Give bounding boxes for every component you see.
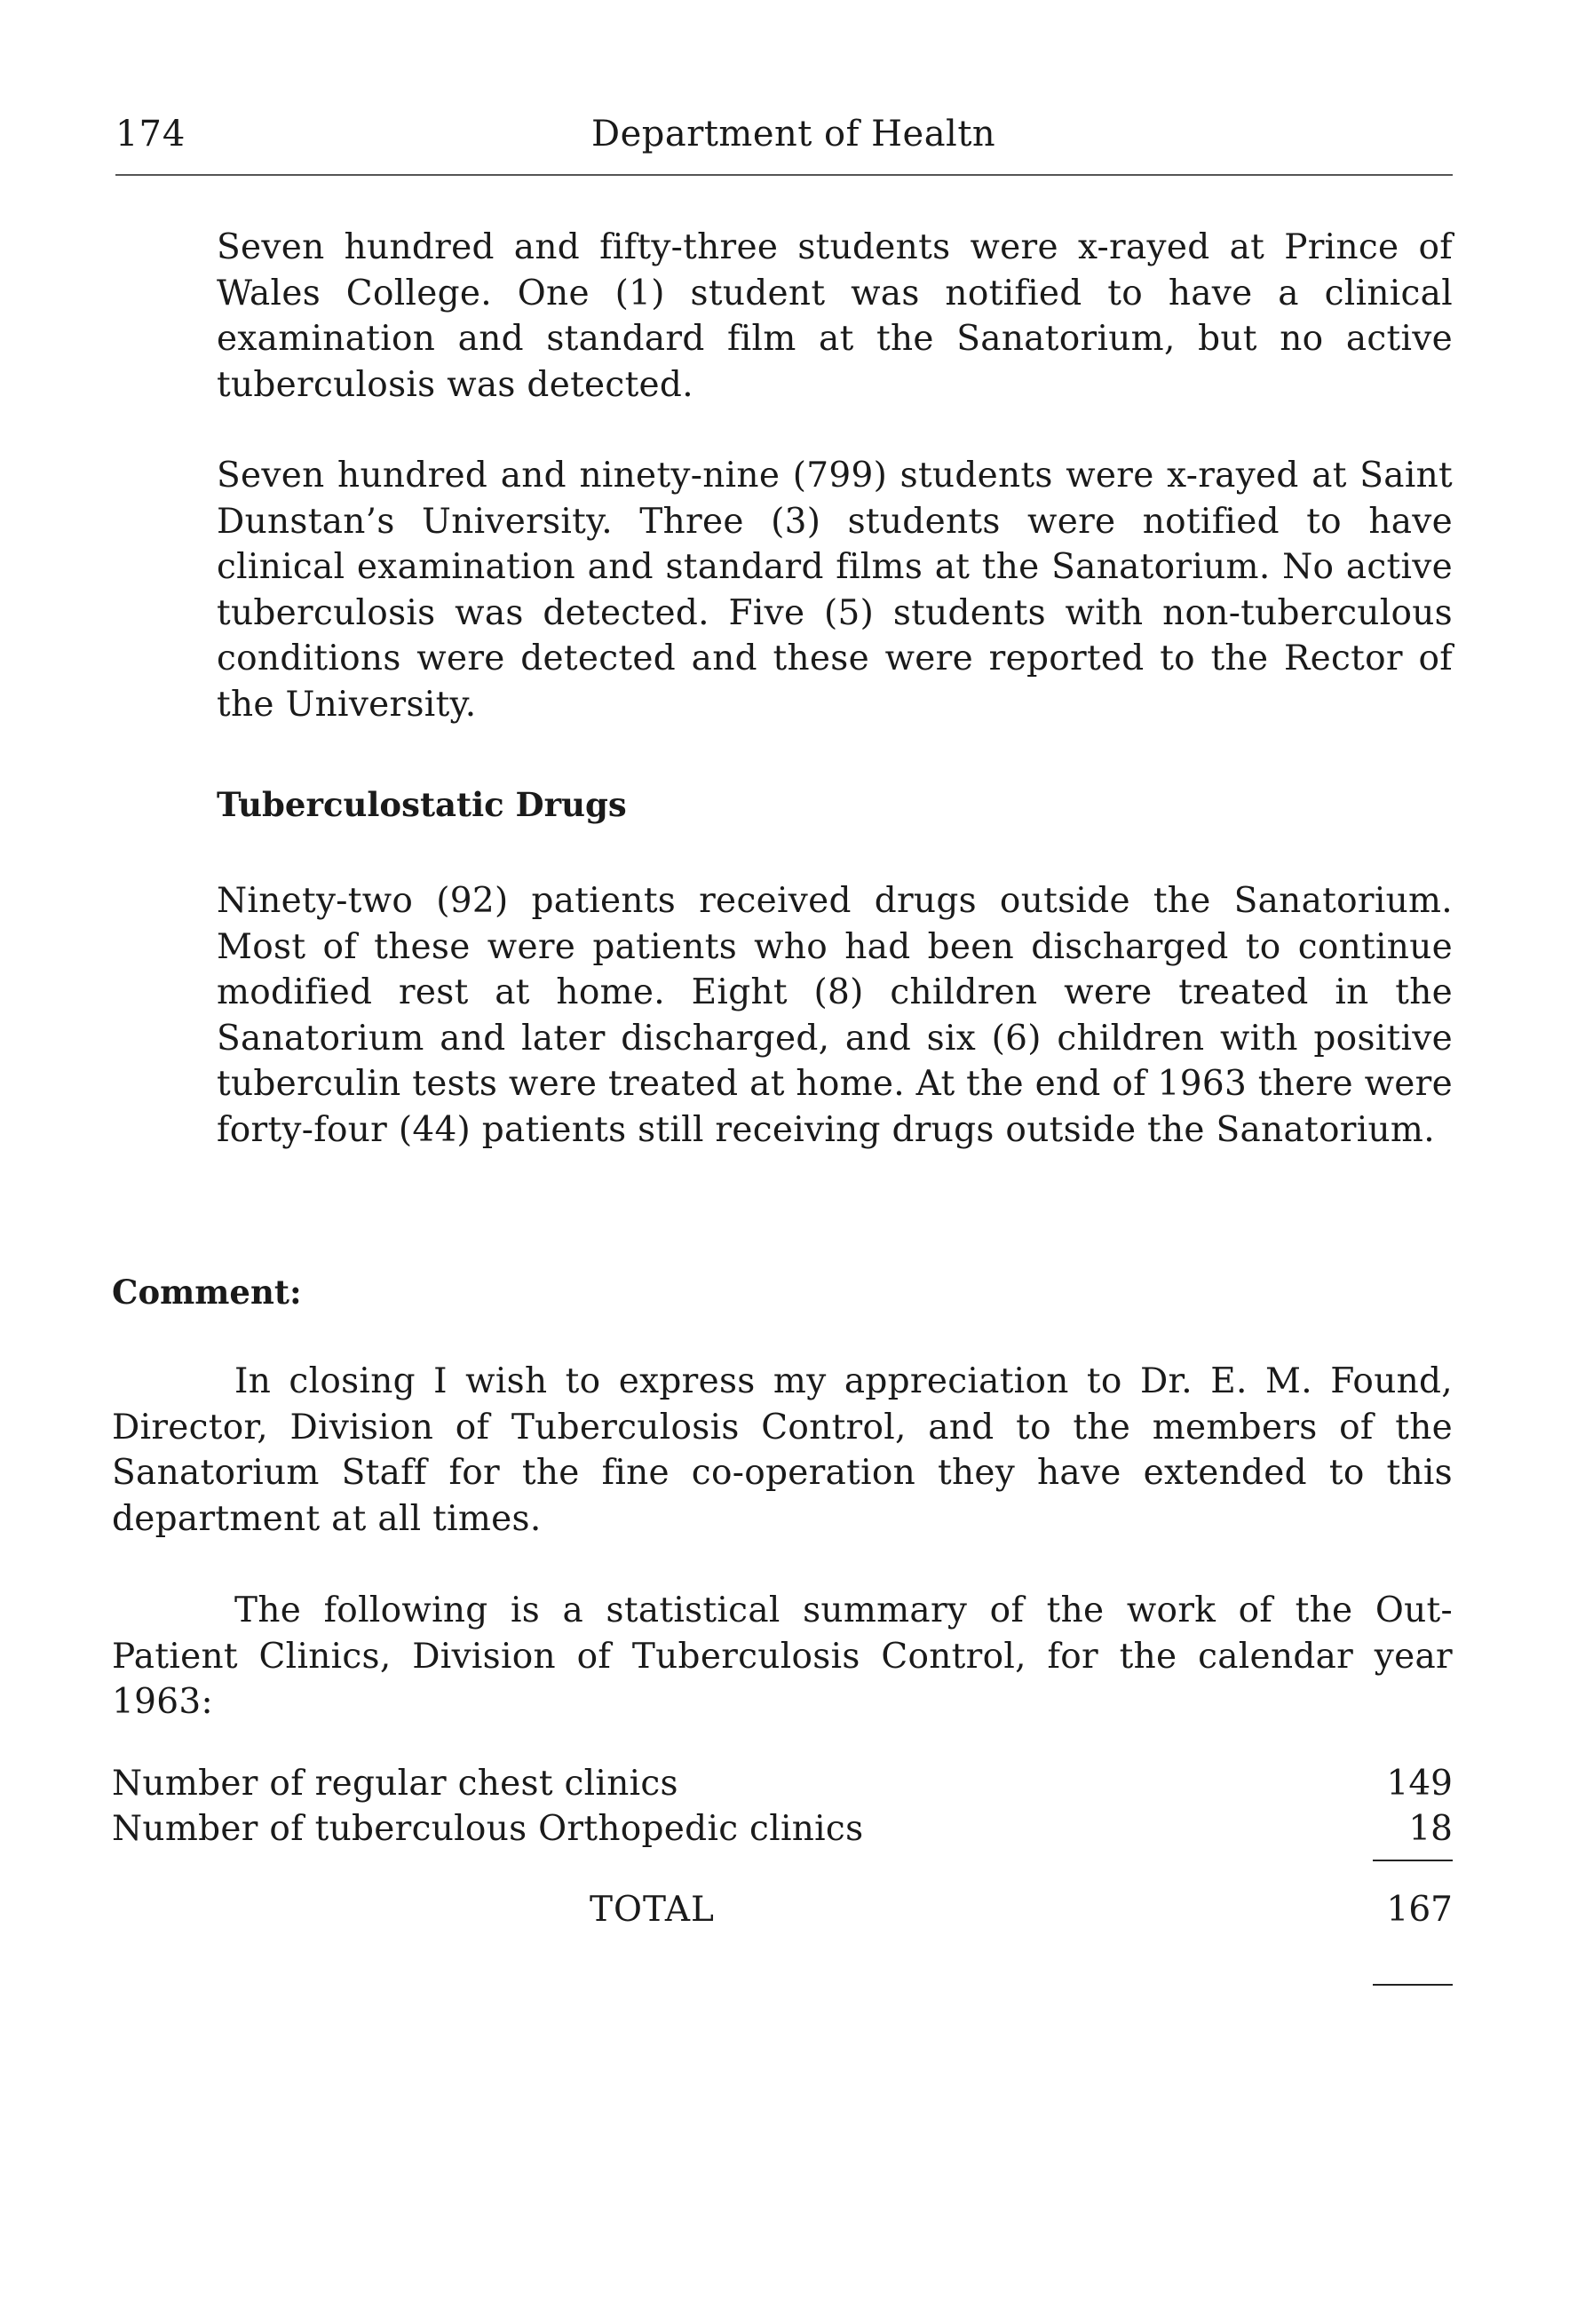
drugs-heading: Tuberculostatic Drugs <box>217 785 627 824</box>
paragraph-summary-intro: The following is a statistical summary of the work of the Out-Patient Clinics, Division of Tuberculosis Control, for the calendar year 1963: <box>112 1590 1453 1722</box>
summary-row <box>112 1809 1453 1854</box>
page-header <box>112 114 1453 167</box>
summary-row-label: Number of regular chest clinics <box>112 1764 678 1804</box>
summary-row-label: Number of tuberculous Orthopedic clinics <box>112 1809 864 1849</box>
total-row <box>112 1890 1453 1935</box>
total-value: 167 <box>1386 1890 1453 1930</box>
comment-heading: Comment: <box>112 1273 302 1312</box>
paragraph-prince-of-wales: Seven hundred and fifty-three students were x-rayed at Prince of Wales College. One (1) student was notified to have a clinical examination and standard film at the Sanatorium, but no active tuberculosis was detected. <box>217 227 1453 405</box>
running-head: Department of Healtn <box>591 114 996 155</box>
header-rule <box>115 174 1453 176</box>
paragraph-drugs: Ninety-two (92) patients received drugs outside the Sanatorium. Most of these were patients who had been discharged to continue modified rest at home. Eight (8) children were treated in the Sanatorium and later discharged, and six (6) children with positive tuberculin tests were treated at home. At the end of 1963 there were forty-four (44) patients still receiving drugs outside the Sanatorium. <box>217 881 1453 1150</box>
summary-row <box>112 1764 1453 1809</box>
total-label: TOTAL <box>590 1890 715 1930</box>
summary-table <box>112 1764 1453 1935</box>
paragraph-closing: In closing I wish to express my appreciation to Dr. E. M. Found, Director, Division of Tuberculosis Control, and to the members of the Sanatorium Staff for the fine co-operation they have extended to this department at all times. <box>112 1361 1453 1539</box>
summary-row-value: 18 <box>1408 1809 1453 1849</box>
total-rule <box>1373 1984 1453 1986</box>
page-number: 174 <box>115 114 186 155</box>
subtotal-rule <box>1373 1860 1453 1861</box>
summary-row-value: 149 <box>1386 1764 1453 1804</box>
paragraph-saint-dunstans: Seven hundred and ninety-nine (799) students were x-rayed at Saint Dunstan’s University. Three (3) students were notified to have clinical examination and standard films at the Sanatorium. No active tuberculosis was detected. Five (5) students with non-tuberculous conditions were detected and these were reported to the Rector of the University. <box>217 456 1453 725</box>
